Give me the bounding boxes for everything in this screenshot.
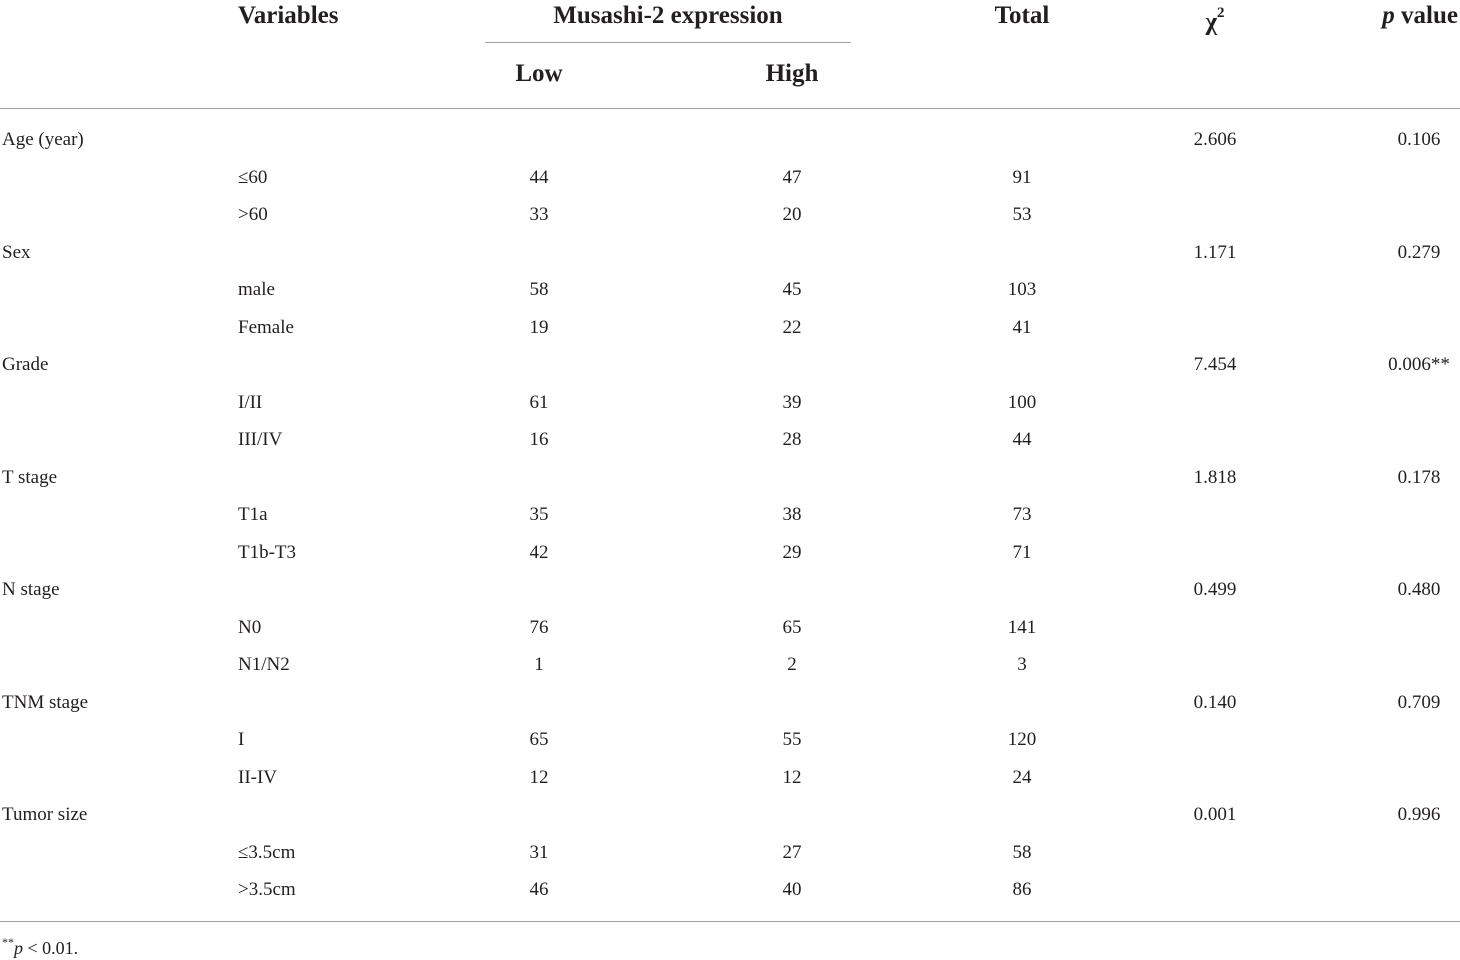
sub-label: II-IV: [238, 766, 278, 788]
sub-label: III/IV: [238, 429, 283, 450]
footnote-marks: **: [2, 935, 14, 949]
chi-symbol: χ: [1205, 8, 1218, 36]
total-cell: 44: [1012, 429, 1032, 450]
chi-square-cell: 2.606: [1193, 129, 1237, 150]
sub-label: N0: [238, 616, 262, 638]
table-row: [0, 496, 1460, 533]
sub-label: >3.5cm: [238, 879, 296, 900]
high-cell: 2: [787, 654, 797, 675]
total-cell: 41: [1012, 316, 1032, 338]
chi-superscript: 2: [1217, 5, 1225, 21]
sub-label: I/II: [238, 391, 263, 413]
table-row: [0, 721, 1460, 758]
table-row: [0, 196, 1460, 233]
sub-label: I: [238, 729, 245, 750]
low-cell: 58: [529, 279, 549, 300]
table-row: [0, 159, 1460, 196]
table-row: [0, 571, 1460, 608]
p-value-cell: 0.006**: [1388, 354, 1450, 375]
row-label: TNM stage: [2, 691, 89, 713]
sub-label: T1a: [238, 504, 268, 525]
sub-label: N1/N2: [238, 654, 290, 675]
table-row: [0, 759, 1460, 796]
total-cell: 100: [1007, 391, 1037, 413]
table-row: [0, 871, 1460, 908]
total-cell: 3: [1017, 654, 1027, 675]
high-cell: 38: [782, 504, 802, 525]
high-cell: 29: [782, 541, 802, 563]
low-cell: 31: [529, 841, 549, 863]
group-header-rule: [485, 42, 851, 43]
table-row: [0, 684, 1460, 721]
low-cell: 65: [529, 729, 549, 750]
total-cell: 73: [1012, 504, 1032, 525]
sub-label: >60: [238, 204, 268, 225]
low-cell: 76: [529, 616, 549, 638]
total-cell: 86: [1012, 879, 1032, 900]
header-chi-square: [1190, 1, 1240, 37]
low-cell: 46: [529, 879, 549, 900]
row-label: N stage: [2, 579, 60, 600]
low-cell: 61: [529, 391, 549, 413]
high-cell: 55: [782, 729, 802, 750]
table-row: [0, 534, 1460, 571]
high-cell: 39: [782, 391, 802, 413]
high-cell: 12: [782, 766, 802, 788]
high-cell: 47: [782, 166, 802, 188]
table-row: [0, 346, 1460, 383]
total-cell: 120: [1007, 729, 1037, 750]
table-row: [0, 309, 1460, 346]
low-cell: 44: [529, 166, 549, 188]
high-cell: 20: [782, 204, 802, 225]
header-total: Total: [994, 2, 1050, 29]
header-musashi-2-expression: Musashi-2 expression: [553, 2, 783, 29]
high-cell: 65: [782, 616, 802, 638]
p-value-cell: 0.996: [1397, 804, 1441, 825]
low-cell: 19: [529, 316, 549, 338]
table-row: [0, 271, 1460, 308]
row-label: T stage: [2, 466, 58, 488]
high-cell: 22: [782, 316, 802, 338]
row-label: Age (year): [2, 129, 84, 150]
table-row: [0, 609, 1460, 646]
sub-label: ≤3.5cm: [238, 841, 296, 863]
header-variables: Variables: [238, 2, 339, 29]
low-cell: 42: [529, 541, 549, 563]
chi-square-cell: 1.171: [1193, 241, 1237, 263]
header-bottom-rule: [0, 108, 1460, 109]
high-cell: 45: [782, 279, 802, 300]
table-row: [0, 834, 1460, 871]
low-cell: 16: [529, 429, 549, 450]
sub-label: ≤60: [238, 166, 268, 188]
total-cell: 91: [1012, 166, 1032, 188]
p-value-cell: 0.279: [1397, 241, 1441, 263]
total-cell: 71: [1012, 541, 1032, 563]
high-cell: 40: [782, 879, 802, 900]
header-low: Low: [515, 60, 563, 87]
table-row: [0, 421, 1460, 458]
low-cell: 33: [529, 204, 549, 225]
chi-square-cell: 1.818: [1193, 466, 1237, 488]
sub-label: male: [238, 279, 275, 300]
high-cell: 27: [782, 841, 802, 863]
p-letter: p: [1382, 2, 1395, 29]
p-value-text: value: [1394, 2, 1458, 29]
p-value-cell: 0.178: [1397, 466, 1441, 488]
sub-label: Female: [238, 316, 294, 338]
chi-square-cell: 0.499: [1193, 579, 1237, 600]
header-p-value: [1382, 1, 1458, 31]
table-row: [0, 459, 1460, 496]
p-value-cell: 0.709: [1397, 691, 1441, 713]
header-high: High: [765, 60, 819, 87]
table-row: [0, 796, 1460, 833]
table-row: [0, 121, 1460, 158]
p-value-cell: 0.480: [1397, 579, 1441, 600]
table-row: [0, 646, 1460, 683]
table-row: [0, 384, 1460, 421]
chi-square-cell: 0.140: [1193, 691, 1237, 713]
row-label: Tumor size: [2, 804, 88, 825]
chi-square-cell: 7.454: [1193, 354, 1237, 375]
row-label: Sex: [2, 241, 31, 263]
total-cell: 141: [1007, 616, 1037, 638]
total-cell: 103: [1007, 279, 1037, 300]
table-row: [0, 234, 1460, 271]
low-cell: 35: [529, 504, 549, 525]
row-label: Grade: [2, 354, 49, 375]
chi-square-cell: 0.001: [1193, 804, 1237, 825]
footnote-text: < 0.01.: [23, 938, 79, 958]
total-cell: 58: [1012, 841, 1032, 863]
footnote-p-letter: p: [14, 938, 23, 958]
p-value-cell: 0.106: [1397, 129, 1441, 150]
low-cell: 12: [529, 766, 549, 788]
sub-label: T1b-T3: [238, 541, 297, 563]
total-cell: 24: [1012, 766, 1032, 788]
low-cell: 1: [534, 654, 544, 675]
high-cell: 28: [782, 429, 802, 450]
table-bottom-rule: [0, 921, 1460, 922]
total-cell: 53: [1012, 204, 1032, 225]
